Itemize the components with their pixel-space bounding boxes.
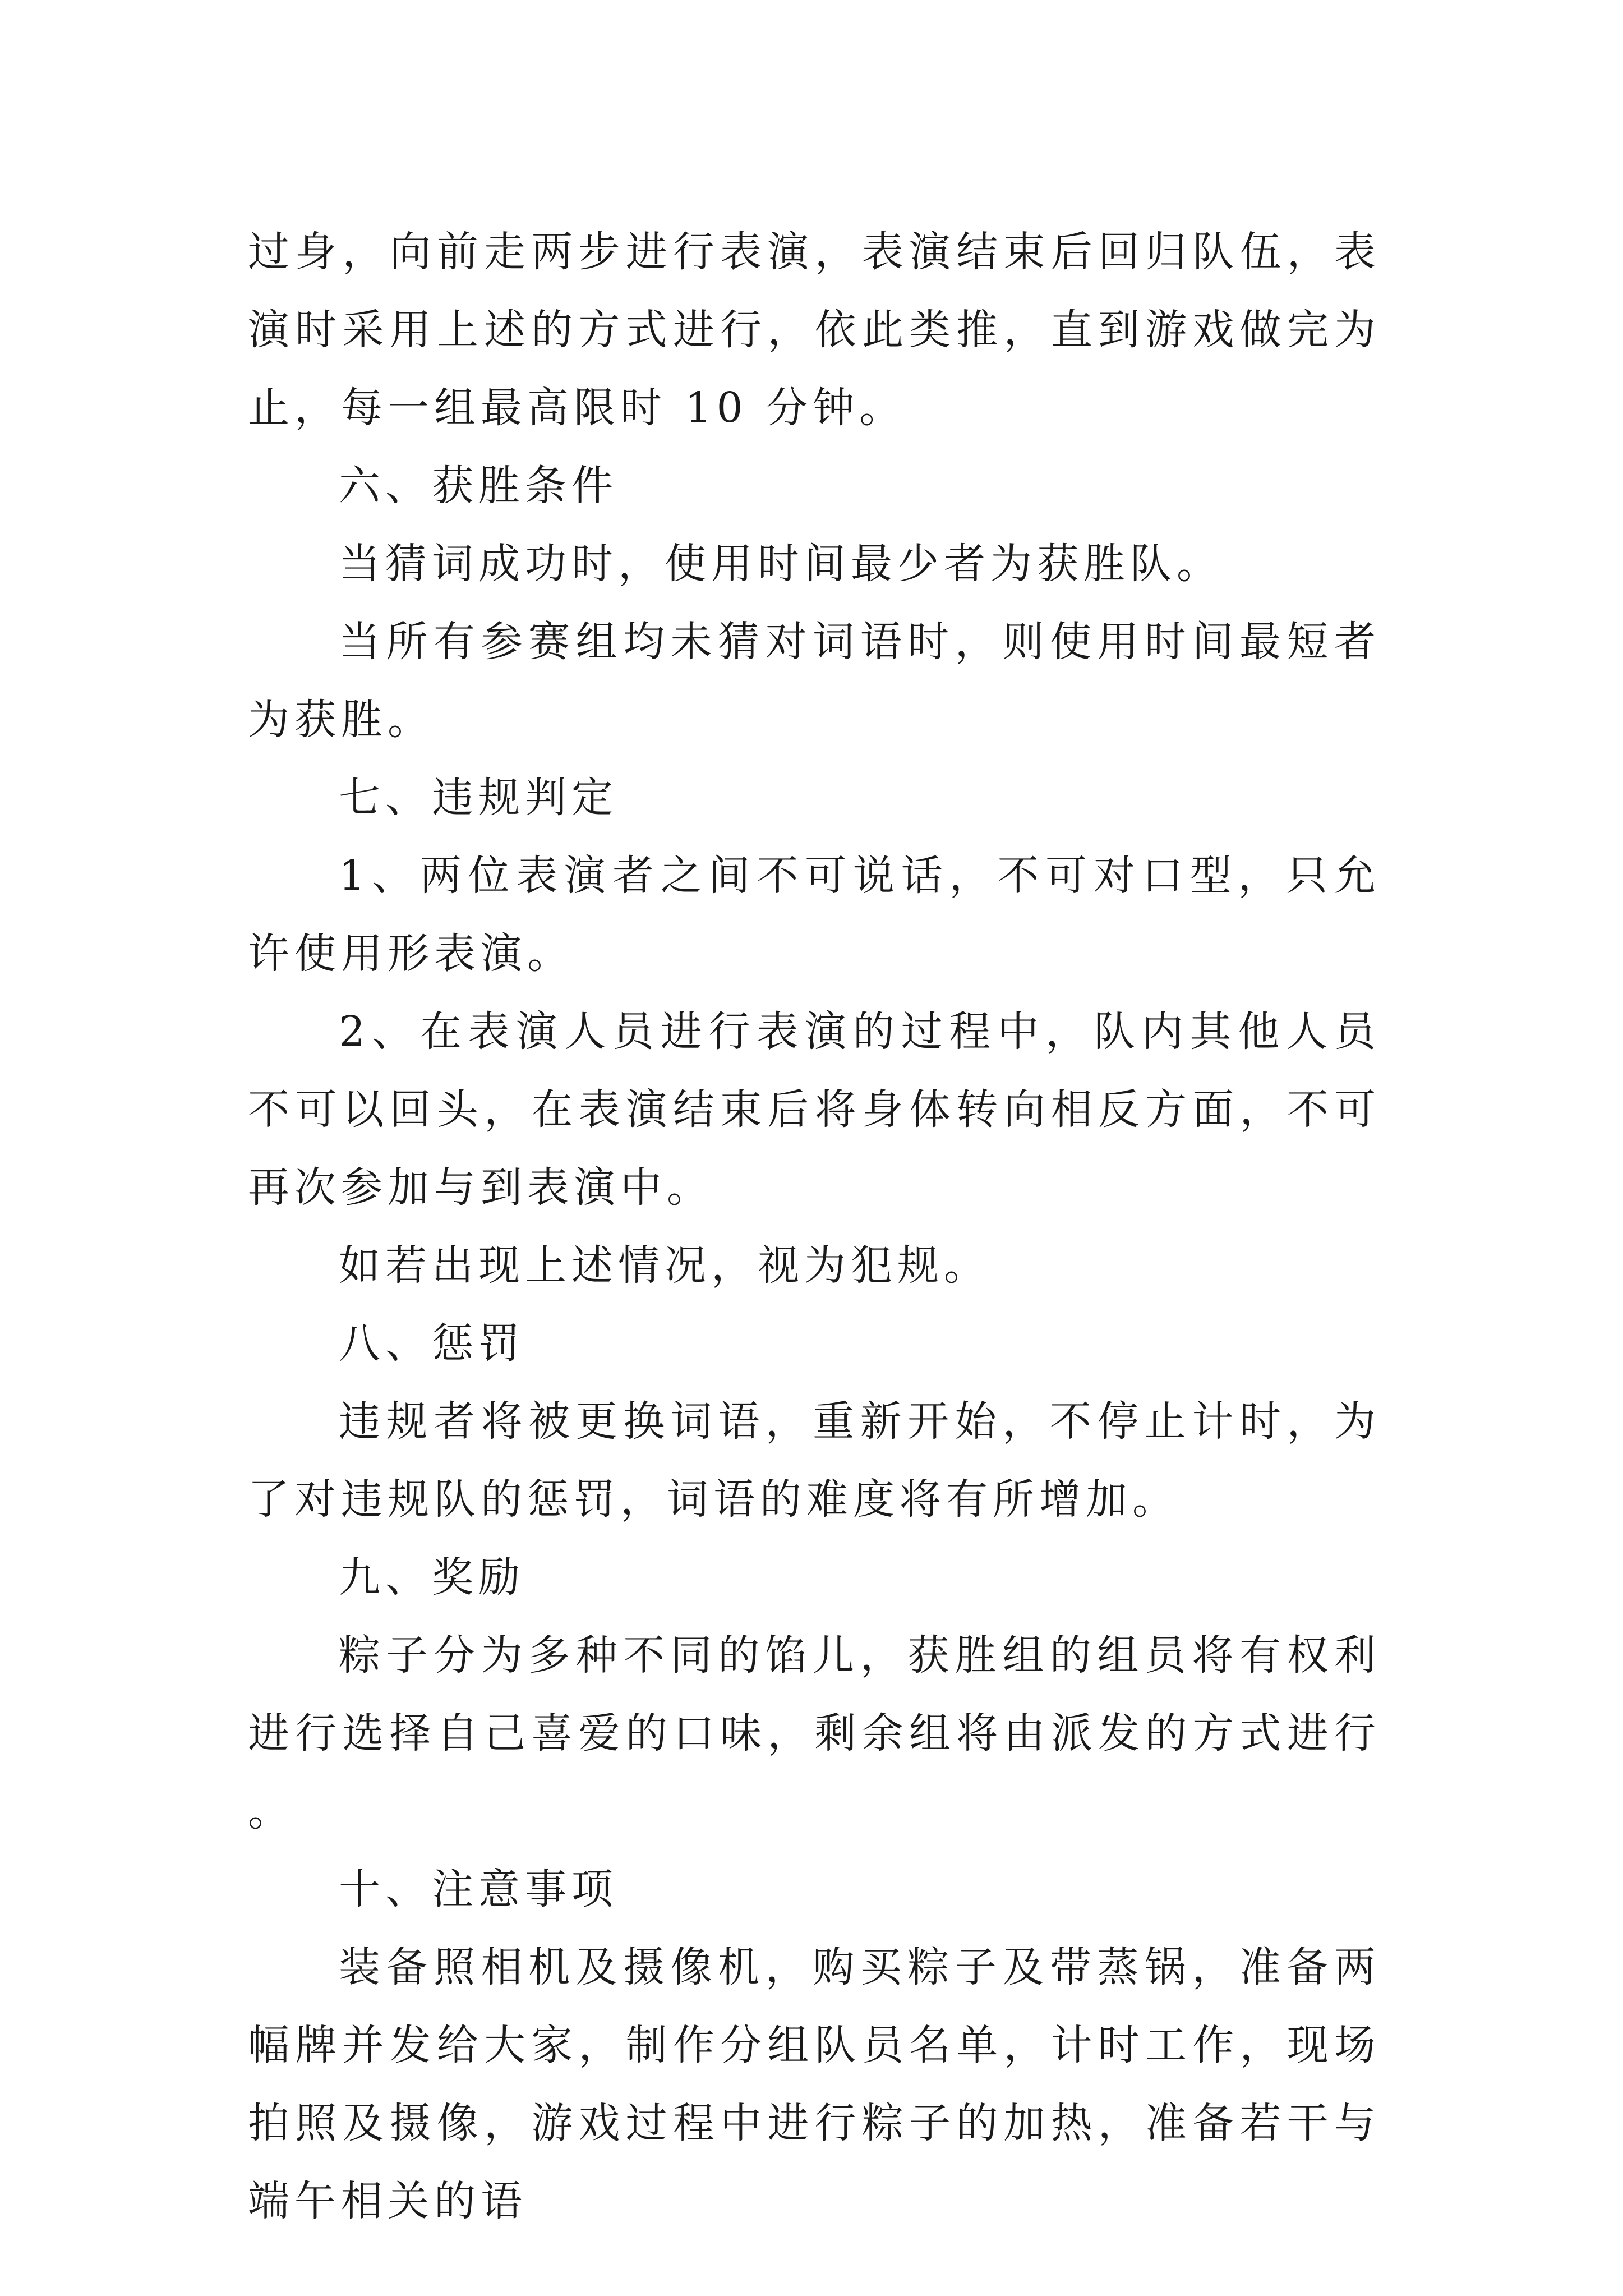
heading-victory-conditions: 六、获胜条件 xyxy=(339,462,618,510)
paragraph-notes: 装备照相机及摄像机，购买粽子及带蒸锅，准备两幅牌并发给大家，制作分组队员名单，计时工作，现场拍照及摄像，游戏过程中进行粽子的加热，准备若干与端午相关的语 xyxy=(248,1943,1381,2225)
heading-violation-rules: 七、违规判定 xyxy=(339,774,618,822)
paragraph-penalty: 违规者将被更换词语，重新开始，不停止计时，为了对违规队的惩罚，词语的难度将有所增加。 xyxy=(248,1397,1381,1524)
paragraph-victory-rule-1: 当猜词成功时，使用时间最少者为获胜队。 xyxy=(339,540,1223,588)
paragraph-violation-note: 如若出现上述情况，视为犯规。 xyxy=(339,1241,990,1290)
paragraph-performance-rules: 过身，向前走两步进行表演，表演结束后回归队伍，表演时采用上述的方式进行，依此类推，直到游戏做完为止，每一组最高限时 10 分钟。 xyxy=(248,228,1381,432)
heading-reward: 九、奖励 xyxy=(339,1553,525,1602)
heading-notes: 十、注意事项 xyxy=(339,1865,618,1913)
paragraph-reward: 粽子分为多种不同的馅儿，获胜组的组员将有权利进行选择自己喜爱的口味，剩余组将由派发的方式进行。 xyxy=(248,1631,1381,1835)
paragraph-violation-rule-1: 1、两位表演者之间不可说话，不可对口型，只允许使用形表演。 xyxy=(248,852,1381,978)
paragraph-violation-rule-2: 2、在表演人员进行表演的过程中，队内其他人员不可以回头，在表演结束后将身体转向相反方面，不可再次参加与到表演中。 xyxy=(248,1007,1381,1212)
heading-penalty: 八、惩罚 xyxy=(339,1319,525,1368)
document-body xyxy=(248,213,1381,2240)
paragraph-victory-rule-2: 当所有参赛组均未猜对词语时，则使用时间最短者为获胜。 xyxy=(248,618,1381,744)
